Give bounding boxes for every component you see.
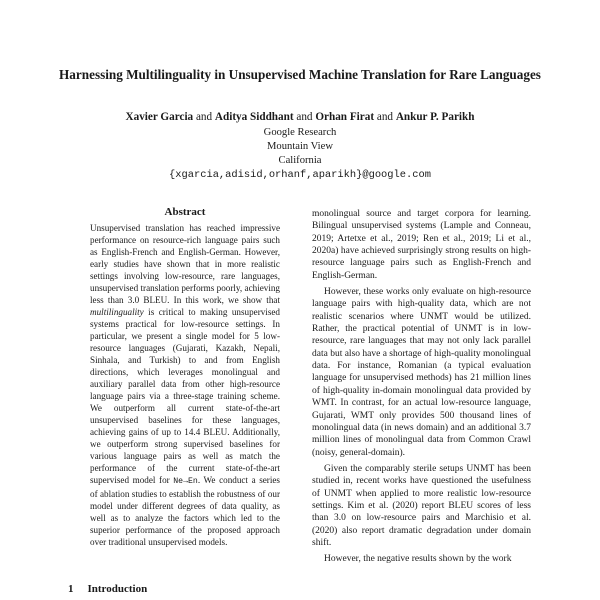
author-name: Ankur P. Parikh xyxy=(395,111,475,123)
author-email: {xgarcia,adisid,orhanf,aparikh}@google.com xyxy=(169,169,431,181)
section-number: 1 xyxy=(68,583,74,595)
author-list xyxy=(40,110,560,125)
abstract-part: Unsupervised translation has reached impressive performance on resource-rich language pairs such as English-French and English-German. However, early studies have shown that in more realistic settings involving low-resource, rare languages, unsupervised translation performs poorly, achieving less than 3.0 BLEU. In this work, we show that xyxy=(90,223,280,306)
body-paragraph: However, these works only evaluate on high-resource language pairs with high-quality data, which are not realistic scenarios where UNMT would be utilized. Rather, the practical potential of UNMT is in low-resource, rare languages that may not only lack parallel data but also have a shortage of high-quality monolingual data. For instance, Romanian (a typical evaluation language for unsupervised methods) has 21 million lines of high-quality in-domain monolingual data provided by WMT. In contrast, for an actual low-resource language, Gujarati, WMT only provides 500 thousand lines of monolingual data (in news domain) and an additional 3.7 million lines of monolingual data from Common Crawl (noisy, general-domain). xyxy=(312,287,531,458)
author-separator: and xyxy=(376,111,394,123)
body-paragraph: However, the negative results shown by the work xyxy=(324,554,512,565)
section-title: Introduction xyxy=(87,583,148,595)
abstract-part: . We conduct a series of ablation studies to establish the robustness of our model under different degrees of data quality, as well as to analyze the factors which led to the superior performance of the proposed approach over traditional unsupervised models. xyxy=(90,475,280,548)
author-separator: and xyxy=(296,111,313,123)
author-name: Orhan Firat xyxy=(315,111,375,123)
body-paragraph: monolingual source and target corpora for learning. Bilingual unsupervised systems (Lample and Conneau, 2019; Artetxe et al., 2019; Ren et al., 2019; Li et al., 2020a) have achieved surprisingly strong results on high-resource language pairs such as English-French and English-German. xyxy=(312,209,531,281)
abstract-emphasis: multilinguality xyxy=(90,307,144,318)
affiliation-line: California xyxy=(278,155,322,166)
body-paragraph: Given the comparably sterile setups UNMT has been studied in, recent works have questioned the usefulness of UNMT when applied to more realistic low-resource settings. Kim et al. (2020) report BLEU scores of less than 3.0 on low-resource pairs and Marchisio et al. (2020) also report dramatic degradation under domain shift. xyxy=(312,463,531,548)
right-column xyxy=(312,208,531,566)
author-separator: and xyxy=(195,111,213,123)
abstract-text xyxy=(90,222,280,548)
author-name: Aditya Siddhant xyxy=(214,111,294,123)
abstract-part: is critical to making unsupervised systems practical for low-resource settings. In particular, we present a single model for 5 low-resource languages (Gujarati, Kazakh, Nepali, Sinhala, and Turkish) to and from English directions, which leverages monolingual and auxiliary parallel data from other high-resource language pairs via a three-stage training scheme. We outperform all current state-of-the-art unsupervised baselines for these languages, achieving gains of up to 14.4 BLEU. Additionally, we outperform strong supervised baselines for various language pairs as well as match the performance of the current state-of-the-art supervised model for xyxy=(90,307,280,486)
abstract-code: Ne→En xyxy=(173,477,198,487)
section-heading xyxy=(68,583,147,595)
paper-title: Harnessing Multilinguality in Unsupervised Machine Translation for Rare Languages xyxy=(59,67,541,82)
affiliation-line: Mountain View xyxy=(267,141,333,152)
abstract-heading: Abstract xyxy=(164,206,206,218)
author-name: Xavier Garcia xyxy=(125,111,194,123)
affiliation-line: Google Research xyxy=(263,127,337,138)
